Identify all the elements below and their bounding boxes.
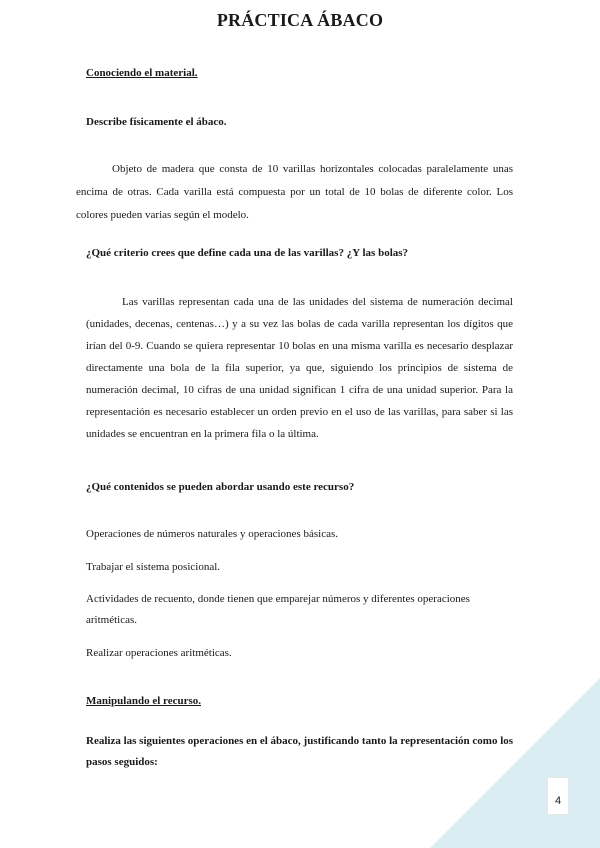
question-describe: Describe físicamente el ábaco. <box>86 116 227 128</box>
question-contents: ¿Qué contenidos se pueden abordar usando este recurso? <box>86 481 355 493</box>
answer-describe: Objeto de madera que consta de 10 varillas horizontales colocadas paralelamente unas encima de otras. Cada varilla está compuesta por un total de 10 bolas de diferente color. Los colores pueden varias según el modelo. <box>76 163 513 221</box>
instruction-operations: Realiza las siguientes operaciones en el ábaco, justificando tanto la representación como los pasos seguidos: <box>86 735 514 768</box>
list-item: Actividades de recuento, donde tienen que emparejar números y diferentes operaciones aritméticas. <box>86 593 470 626</box>
page-title: PRÁCTICA ÁBACO <box>216 10 384 30</box>
section-heading-manipulating: Manipulando el recurso. <box>86 695 202 707</box>
list-item: Realizar operaciones aritméticas. <box>86 647 232 659</box>
question-criteria: ¿Qué criterio crees que define cada una de las varillas? ¿Y las bolas? <box>86 247 409 259</box>
answer-criteria: Las varillas representan cada una de las unidades del sistema de numeración decimal (unidades, decenas, centenas…) y a su vez las bolas de cada varilla representan los dígitos que irían del 0-9. Cuando se quiera representar 10 bolas en una misma varilla es necesario desplazar directamente una bola de la fila superior, ya que, siguiendo los principios de sistema de numeración decimal, 10 cifras de una unidad significan 1 cifra de una unidad superior. Para la representación es necesario establecer un orden previo en el uso de las varillas, para saber si las unidades se encuentran en la primera fila o la última. <box>86 296 513 440</box>
list-item: Trabajar el sistema posicional. <box>86 561 221 573</box>
list-item: Operaciones de números naturales y operaciones básicas. <box>86 528 338 540</box>
section-heading-material: Conociendo el material. <box>86 67 198 79</box>
page-number: 4 <box>554 795 562 807</box>
